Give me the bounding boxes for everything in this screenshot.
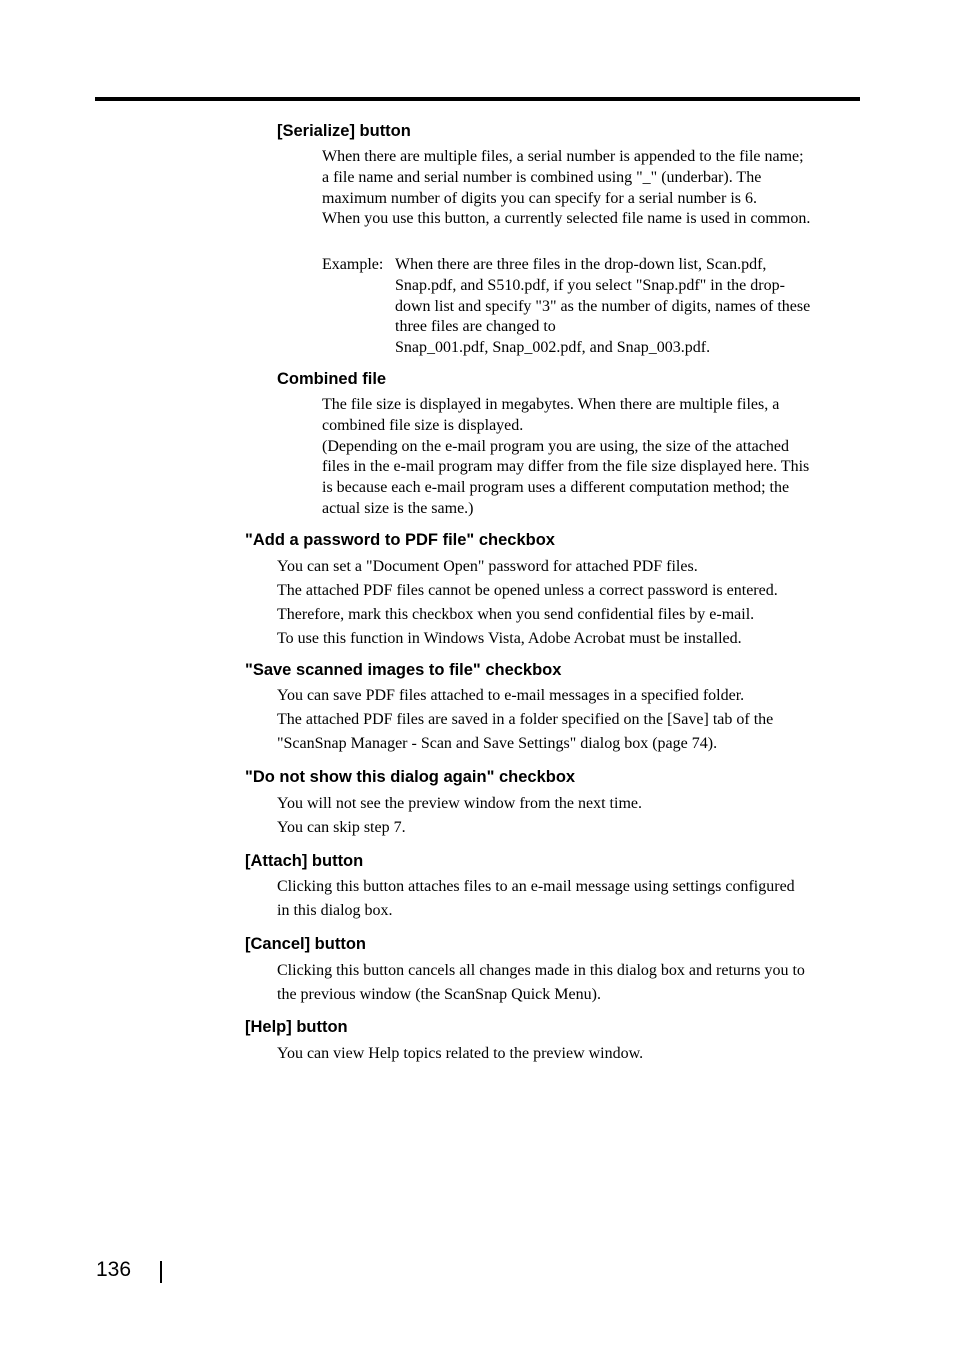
text-line: The attached PDF files cannot be opened unless a correct password is entered. — [277, 582, 778, 599]
attach-button-heading: [Attach] button — [245, 852, 364, 870]
text-line: You can view Help topics related to the preview window. — [277, 1045, 644, 1062]
text-line: The attached PDF files are saved in a folder specified on the [Save] tab of the — [277, 711, 774, 728]
text-line: in this dialog box. — [277, 902, 393, 919]
serialize-description — [322, 147, 810, 230]
text-line: When there are three files in the drop-down list, Scan.pdf, — [395, 256, 767, 273]
page-number: 136 — [96, 1258, 132, 1281]
text-line: files in the e-mail program may differ from the file size displayed here. This — [322, 458, 810, 476]
cancel-button-heading: [Cancel] button — [245, 935, 366, 953]
text-line: down list and specify "3" as the number of digits, names of these — [395, 297, 811, 315]
do-not-show-checkbox-heading: "Do not show this dialog again" checkbox — [245, 768, 576, 786]
text-line: the previous window (the ScanSnap Quick Menu). — [277, 986, 601, 1003]
text-line: You will not see the preview window from the next time. — [277, 795, 642, 812]
text-line: (Depending on the e-mail program you are using, the size of the attached — [322, 437, 789, 455]
header-rule — [95, 97, 860, 101]
help-button-heading: [Help] button — [245, 1018, 348, 1036]
text-line: a file name and serial number is combined using "_" (underbar). The — [322, 168, 762, 186]
text-line: You can skip step 7. — [277, 819, 406, 836]
text-line: three files are changed to — [395, 318, 556, 336]
text-line: You can set a "Document Open" password for attached PDF files. — [277, 558, 698, 575]
text-line: To use this function in Windows Vista, Adobe Acrobat must be installed. — [277, 630, 742, 647]
example-text — [395, 255, 810, 359]
text-line: "ScanSnap Manager - Scan and Save Settings" dialog box (page 74). — [277, 735, 718, 752]
text-line: Therefore, mark this checkbox when you send confidential files by e-mail. — [277, 606, 755, 623]
text-line: combined file size is displayed. — [322, 416, 524, 434]
text-line: You can save PDF files attached to e-mail messages in a specified folder. — [277, 687, 745, 704]
save-checkbox-heading: "Save scanned images to file" checkbox — [245, 661, 562, 679]
text-line: Clicking this button cancels all changes made in this dialog box and returns you to — [277, 962, 805, 979]
text-line: Snap.pdf, and S510.pdf, if you select "Snap.pdf" in the drop- — [395, 276, 785, 294]
text-line: actual size is the same.) — [322, 499, 474, 517]
attach-button-description — [277, 875, 795, 923]
combined-file-description — [322, 395, 809, 520]
text-line: The file size is displayed in megabytes. When there are multiple files, a — [322, 396, 780, 413]
serialize-heading: [Serialize] button — [277, 122, 411, 140]
text-line: maximum number of digits you can specify for a serial number is 6. — [322, 189, 758, 207]
text-line: Snap_001.pdf, Snap_002.pdf, and Snap_003.pdf. — [395, 339, 711, 357]
text-line: When there are multiple files, a serial number is appended to the file name; — [322, 148, 804, 165]
text-line: When you use this button, a currently selected file name is used in common. — [322, 210, 811, 228]
example-label: Example: — [322, 256, 384, 273]
help-button-description — [277, 1042, 643, 1066]
cancel-button-description — [277, 959, 805, 1007]
password-checkbox-description — [277, 555, 778, 651]
page-number-divider — [160, 1261, 162, 1283]
combined-file-heading: Combined file — [277, 370, 387, 388]
password-checkbox-heading: "Add a password to PDF file" checkbox — [245, 531, 555, 549]
text-line: is because each e-mail program uses a different computation method; the — [322, 479, 790, 497]
save-checkbox-description — [277, 684, 773, 756]
text-line: Clicking this button attaches files to an e-mail message using settings configured — [277, 878, 795, 895]
do-not-show-description — [277, 792, 642, 840]
